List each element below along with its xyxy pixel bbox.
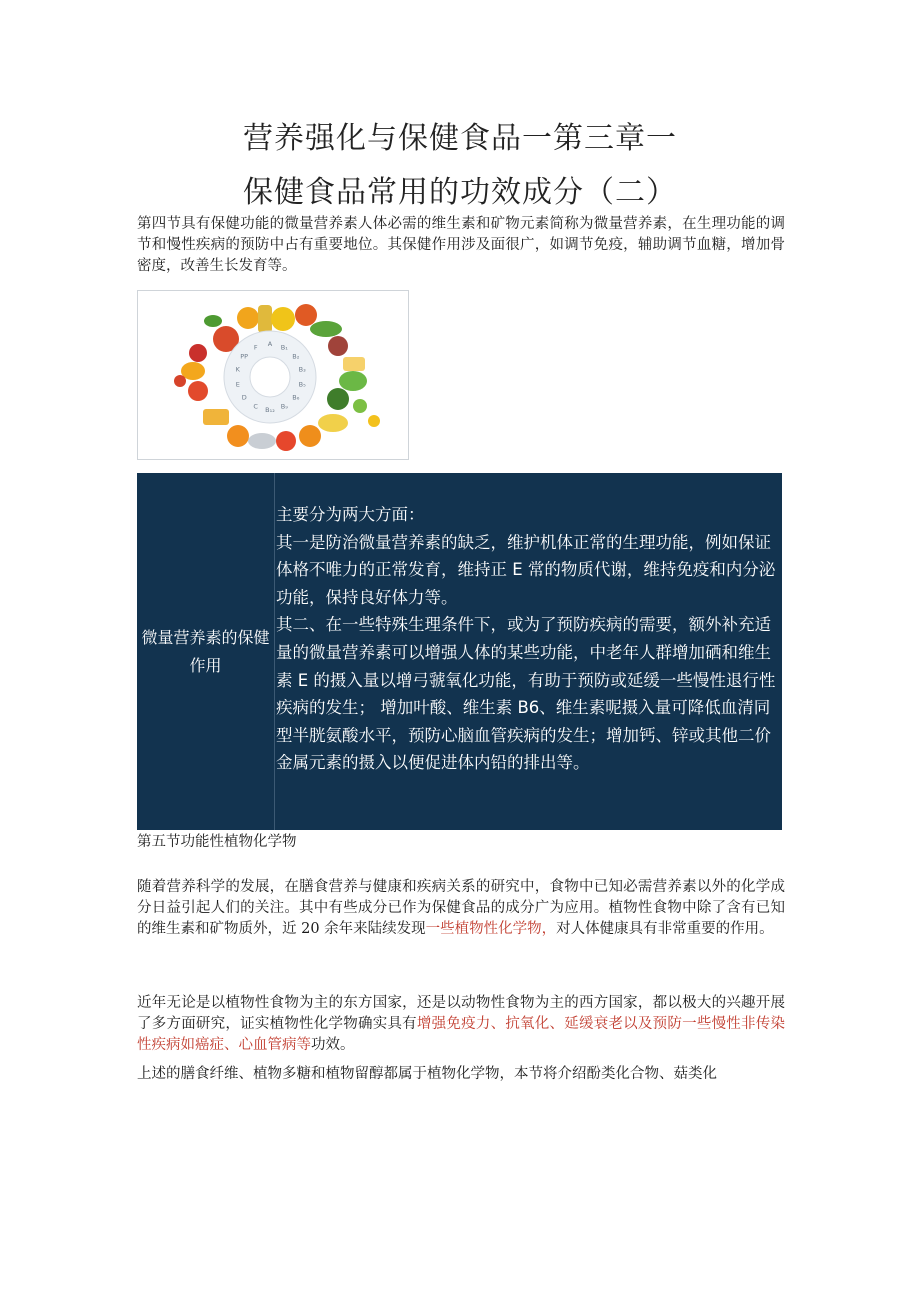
vitamin-label: B₁₂ (265, 406, 275, 414)
vitamin-label: B₆ (292, 393, 300, 402)
table-paragraph-2: 其一是防治微量营养素的缺乏，维护机体正常的生理功能，例如保证体格不唯力的正常发育，维持正 E 常的物质代谢，维持免疫和内分泌功能，保持良好体力等。 (276, 532, 776, 607)
intro-paragraph: 第四节具有保健功能的微量营养素人体必需的维生素和矿物元素简称为微量营养素，在生理功能的调节和慢性疾病的预防中占有重要地位。其保健作用涉及面很广，如调节免疫，辅助调节血糖，增加骨密度，改善生长发育等。 (137, 216, 785, 274)
vitamin-label: B₃ (298, 365, 306, 374)
table-paragraph-3: 其二、在一些特殊生理条件下，或为了预防疾病的需要，额外补充适量的微量营养素可以增强人体的某些功能，中老年人群增加硒和维生素 E 的摄入量以增弓虢氧化功能，有助于预防或延缓一些慢性退行性疾病的发生； 增加叶酸、维生素 B6、维生素呢摄入量可降低血清同型半胱氨酸水平，预防心脑血管疾病的发生；增加钙、锌或其他二价金属元素的摄入以便促进体内铅的排出等。 (276, 615, 776, 773)
section5-paragraph-2 (137, 993, 785, 1056)
vitamin-label: B₅ (298, 380, 306, 389)
vitamin-label: PP (240, 352, 249, 361)
table-paragraph-1: 主要分为两大方面： (276, 505, 425, 524)
table-right-cell (276, 501, 780, 777)
p1-text-end: 对人体健康具有非常重要的作用。 (556, 921, 774, 937)
p2-text-end: 功效。 (311, 1037, 355, 1053)
vitamin-label: A (267, 340, 273, 348)
vitamin-label: B₂ (292, 352, 300, 361)
section5-paragraph-1 (137, 877, 785, 940)
page-title-line1: 营养强化与保健食品一第三章一 (243, 121, 677, 156)
p1-text: 随着营养科学的发展，在膳食营养与健康和疾病关系的研究中，食物中已知必需营养素以外的化学成分日益引起人们的关注。其中有些成分已作为保健食品的成分广为应用。植物性食物中除了含有已知的维生素和矿物质外，近 20 余年来陆续发现 (137, 879, 785, 937)
vitamin-label: B₁ (280, 343, 288, 352)
food-wheel-illustration (138, 291, 408, 459)
section5-paragraph-3: 上述的膳食纤维、植物多糖和植物留醇都属于植物化学物，本节将介绍酚类化合物、菇类化 (137, 1066, 717, 1082)
vitamin-label: C (253, 402, 258, 411)
p2-highlight: 增强免疫力、抗氧化、延缓衰老以及预防一些慢性非传染性疾病如癌症、心血管病等 (137, 1016, 786, 1053)
vitamin-label: F (253, 343, 258, 352)
vitamin-label: K (235, 365, 240, 374)
micronutrient-figure (137, 290, 409, 460)
vitamin-label: B₉ (280, 402, 288, 411)
section5-heading: 第五节功能性植物化学物 (137, 834, 297, 850)
p2-text: 近年无论是以植物性食物为主的东方国家，还是以动物性食物为主的西方国家，都以极大的兴趣开展了多方面研究，证实植物性化学物确实具有 (137, 995, 785, 1032)
p1-highlight: 一些植物性化学物， (425, 921, 557, 937)
table-left-cell (137, 473, 275, 830)
table-left-label: 微量营养素的保健作用 (141, 627, 270, 675)
page-title-line2: 保健食品常用的功效成分（二） (243, 175, 677, 210)
micronutrient-table (137, 473, 782, 830)
vitamin-label: D (241, 393, 247, 402)
vitamin-label: E (235, 380, 240, 389)
